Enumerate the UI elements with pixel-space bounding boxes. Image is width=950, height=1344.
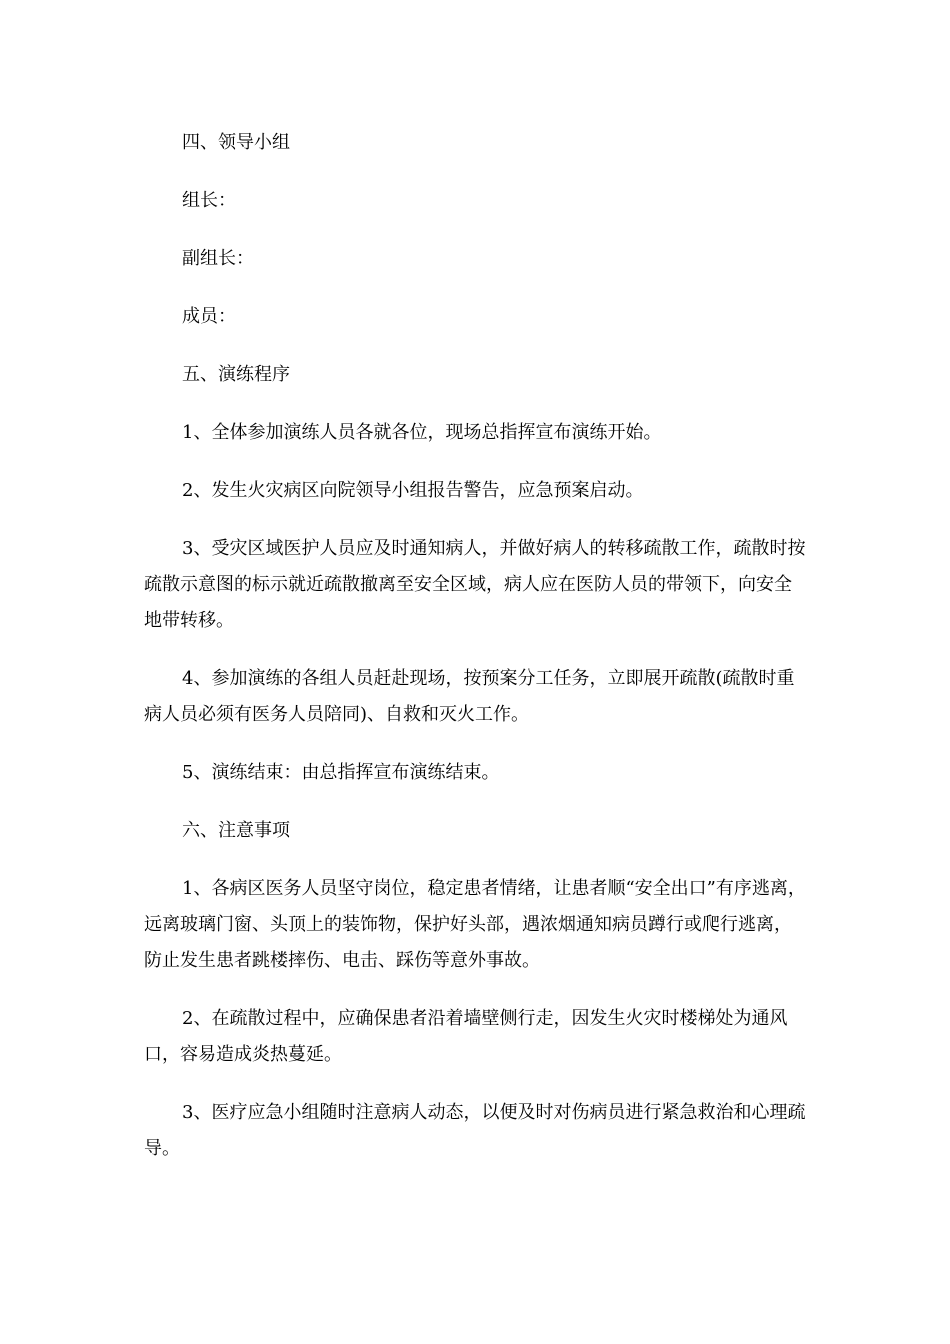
precaution-2: 2、在疏散过程中，应确保患者沿着墙壁侧行走，因发生火灾时楼梯处为通风口，容易造成炎热蔓延。	[144, 1008, 788, 1065]
group-leader-line: 组长：	[182, 190, 236, 211]
procedure-step-3: 3、受灾区域医护人员应及时通知病人，并做好病人的转移疏散工作，疏散时按疏散示意图的标示就近疏散撤离至安全区域，病人应在医防人员的带领下，向安全地带转移。	[144, 538, 806, 631]
procedure-step-5: 5、演练结束：由总指挥宣布演练结束。	[182, 762, 500, 783]
precaution-1: 1、各病区医务人员坚守岗位，稳定患者情绪，让患者顺“安全出口”有序逃离，远离玻璃门窗、头顶上的装饰物，保护好头部，遇浓烟通知病员蹲行或爬行逃离，防止发生患者跳楼摔伤、电击、踩伤等意外事故。	[144, 878, 806, 971]
heading-precautions: 六、注意事项	[182, 820, 290, 841]
heading-leadership-group: 四、领导小组	[182, 132, 290, 153]
document-body	[144, 125, 809, 1189]
precaution-3: 3、医疗应急小组随时注意病人动态，以便及时对伤病员进行紧急救治和心理疏导。	[144, 1102, 806, 1159]
deputy-leader-line: 副组长：	[182, 248, 254, 269]
members-line: 成员：	[182, 306, 236, 327]
procedure-step-2: 2、发生火灾病区向院领导小组报告警告，应急预案启动。	[182, 480, 644, 501]
heading-drill-procedure: 五、演练程序	[182, 364, 290, 385]
procedure-step-4: 4、参加演练的各组人员赶赴现场，按预案分工任务，立即展开疏散(疏散时重病人员必须有医务人员陪同)、自救和灭火工作。	[144, 668, 795, 725]
procedure-step-1: 1、全体参加演练人员各就各位，现场总指挥宣布演练开始。	[182, 422, 662, 443]
